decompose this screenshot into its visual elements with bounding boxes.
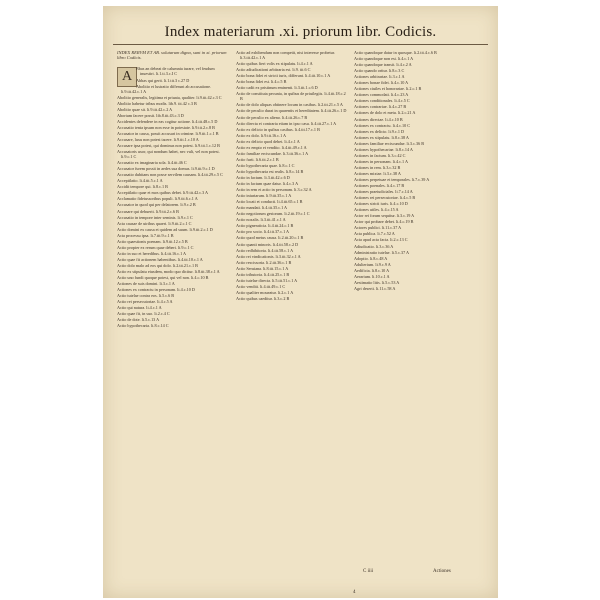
index-entry: Actiones rei persecutoriae. li.4.c.5 B bbox=[354, 195, 416, 201]
index-entry: Actiones directae. li.4.c.10 B bbox=[354, 116, 403, 122]
index-entry: Actio quibus caeditur. li.3.c.2 B bbox=[236, 295, 290, 301]
index-entry: Acceptilatio quae et mos quibus debet. li.9.tit.42.c.3 A bbox=[117, 190, 209, 196]
index-entry: Accusatio tenta ipsum non esse in potestate. li.9.tit.2.c.8 B bbox=[117, 124, 215, 130]
index-entry: Abbas qui gerit. li.1.tit.3 c.27 D bbox=[136, 77, 190, 83]
index-entry: Aerarium. li.10.c.1 A bbox=[354, 273, 390, 279]
index-entry: Actio furti. li.6.tit.2.c.1 B bbox=[236, 156, 279, 162]
index-entry: Administratio tutelae. li.5.c.37 A bbox=[354, 249, 410, 255]
index-entry: Actio in suo et heredibus. li.4.tit.16.c.1 A bbox=[117, 250, 187, 256]
index-entry: Agri deserti. li.11.c.58 A bbox=[354, 285, 396, 291]
index-entry: Abolitio generalis, legitima et priuata, qualiter. li.9.tit.42.c.3 C bbox=[117, 94, 222, 100]
index-entry: Acceptilatio. li.4.tit.5.c.1 A bbox=[117, 178, 163, 184]
index-entry: Actio ex delicto in quibus casibus. li.4.tit.17.c.1 B bbox=[236, 126, 320, 132]
index-entry: Actio cadit ex pristinum eminenti. li.3.tit.1.c.6 D bbox=[236, 85, 318, 91]
index-entry: Actiones conditionales. li.4.c.5 C bbox=[354, 98, 410, 104]
index-entry: Actio ex dolo. li.9.tit.16.c.1 A bbox=[236, 132, 287, 138]
index-entry: Actio adiudicationi arbitraria est. li.9. tit.6 C bbox=[236, 67, 311, 73]
index-entry: Actio locati et conducti. li.4.tit.65.c.1 B bbox=[236, 199, 303, 205]
index-entry: Actiones perpetuae et temporales. li.7.c.39 A bbox=[354, 176, 430, 182]
index-entry: Accusare qui debuerit. li.9.tit.2.c.6 B bbox=[117, 208, 179, 214]
index-entry: Actio propter ex rerum quae deberi. li.9.c.1 C bbox=[117, 244, 194, 250]
drop-cap: A bbox=[117, 67, 137, 87]
index-entry: Actiones familiae erciscundae. li.3.c.36 B bbox=[354, 140, 424, 146]
index-entry: Accusator in quod qui per delatorem. li.9.c.2 B bbox=[117, 202, 196, 208]
index-entry: Accusare, luxu non potest tacere. li.9.tit.1.c.10 A bbox=[117, 136, 199, 142]
index-entry: Actio bona fidei est. li.4.c.5 B bbox=[236, 79, 287, 85]
index-entry: Actiones ciuiles et honorariae. li.2.c.1 B bbox=[354, 86, 422, 92]
index-entry: Actio de peculio durat in quarentis et hereditatem. li.4.tit.26.c.1 D bbox=[236, 108, 347, 114]
index-entry: Actio tributoria. li.4.tit.25.c.1 B bbox=[236, 271, 290, 277]
index-entry: Actio directa et contraria etiam in ipso casu. li.4.tit.27.c.1 A bbox=[236, 120, 337, 126]
index-entry: Actio redhibitoria. li.4.tit.58.c.1 A bbox=[236, 247, 294, 253]
index-entry: Actiones praeiudiciales. li.7.c.14 A bbox=[354, 189, 413, 195]
index-entry: Actiones ex stipulatu. li.8.c.38 A bbox=[354, 134, 409, 140]
index-entry: Actio quod metus causa. li.2.tit.20.c.1 B bbox=[236, 235, 304, 241]
index-entry: Actio dolo malo ad eos qui dolo. li.2.tit.21.c.1 B bbox=[117, 262, 198, 268]
index-entry: Actio mandati. li.4.tit.35.c.1 A bbox=[236, 205, 288, 211]
index-entry: Actio ad exhibendum non competit, nisi interesse probetur. li.3.tit.42.c.1 A bbox=[236, 50, 335, 61]
index-entry: Actio quae fit, in suo. li.2.c.4 C bbox=[117, 311, 170, 317]
index-entry: Actio Seruiana. li.8.tit.15.c.1 A bbox=[236, 265, 289, 271]
index-entry: Actio ex stipulatu eiusdem, modo quo dicitur. li.8.tit.38.c.1 A bbox=[117, 269, 220, 274]
index-entry: Actio noxalis. li.3.tit.41.c.1 A bbox=[236, 217, 286, 223]
index-entry: Actio quandoque datur in quosque. li.2.tit.4.c.6 B bbox=[354, 50, 437, 55]
index-entry: Actiones ex contractu. li.4.c.10 C bbox=[354, 122, 411, 128]
index-entry: Actio in factum. li.3.tit.42.c.6 D bbox=[236, 174, 290, 180]
index-entry: Actiones in personam. li.4.c.1 A bbox=[354, 158, 408, 164]
signature-mark: C iiii bbox=[363, 569, 374, 574]
index-entry: Accusator furem possit in aedes sua domus. li.9.tit.9.c.1 D bbox=[117, 166, 215, 172]
index-entry: Abolitio habetur tribus modis. lib.9. tit.42 c.3 B bbox=[117, 100, 197, 106]
index-entry: Accidit tempore qui. li.8.c.1 B bbox=[117, 184, 168, 190]
index-entry: Adiudicatio. li.3.c.36 A bbox=[354, 243, 394, 249]
index-entry: Actiones poenales. li.4.c.17 B bbox=[354, 183, 405, 189]
index-entry: Acclamatio fideiussoribus populi. li.9.tit.6.c.1 A bbox=[117, 196, 198, 202]
index-column-2 bbox=[236, 50, 348, 302]
index-entry: Actio ex delicto quod debet. li.4.c.1 A bbox=[236, 138, 300, 144]
column-1-entries bbox=[117, 66, 229, 328]
index-entry: Actio negotiorum gestorum. li.2.tit.19.c.1 C bbox=[236, 211, 310, 217]
index-entry: Actiones ex delicto. li.9.c.1 D bbox=[354, 128, 405, 134]
index-intro: INDEX RERVM ET AB. solutarum digna, sunt in xi. priorum libro Codicis. bbox=[117, 50, 227, 61]
index-entry: Accusatio ex imaginaria sola. li.4.tit.46 C bbox=[117, 160, 187, 166]
index-entry: Actiones utiles. li.4.c.15 A bbox=[354, 207, 399, 213]
index-entry: Adulterium. li.9.c.9 A bbox=[354, 261, 391, 267]
index-entry: Actiones contrariae. li.4.c.27 B bbox=[354, 104, 407, 110]
index-entry: Actio hypothecaria est realis. li.8.c.14 B bbox=[236, 168, 304, 174]
index-entry: Actio rei vindicationis. li.3.tit.32.c.1 A bbox=[236, 253, 301, 259]
document-page bbox=[103, 6, 498, 598]
index-entry: Accusatoris uxor, qui nondum habet, nec vult, vel non potest. li.9.c.1 C bbox=[117, 149, 220, 160]
index-entry: Accusatio dubitans non posse servilem causam. li.4.tit.29.c.5 C bbox=[117, 172, 223, 178]
index-entry: Actio quanti minoris. li.4.tit.58.c.2 D bbox=[236, 241, 299, 247]
index-entry: Actiones de suis domini. li.3.c.1 A bbox=[117, 281, 175, 287]
index-entry: Acta apud acta facta. li.2.c.13 C bbox=[354, 237, 408, 243]
index-entry: Actores publici. li.11.c.37 A bbox=[354, 225, 402, 231]
index-entry: Actiones stricti iuris. li.4.c.10 D bbox=[354, 201, 408, 207]
index-entry: Actiones bonae fidei. li.4.c.10 A bbox=[354, 80, 409, 86]
index-entry: Actio iniuriarum. li.9.tit.35.c.1 A bbox=[236, 193, 292, 199]
column-2-entries bbox=[236, 50, 348, 301]
index-entry: Actiones in factum. li.3.c.42 C bbox=[354, 152, 406, 158]
index-entry: Aedificia. li.8.c.10 A bbox=[354, 267, 390, 273]
index-entry: Accusatio in tempore inter seminis. li.9.c.1 C bbox=[117, 214, 193, 220]
index-entry: Aestimatio litis. li.5.c.53 A bbox=[354, 279, 400, 285]
index-entry: Actiones commodati. li.4.c.23 A bbox=[354, 92, 409, 98]
index-entry: Actio quandoque non est. li.4.c.1 A bbox=[354, 56, 414, 62]
page-title: Index materiarum .xi. priorum libr. Codicis. bbox=[164, 24, 437, 40]
index-entry: Actio quaestionis poenam. li.9.tit.12.c.5 B bbox=[117, 238, 188, 244]
index-entry: Acta publica. li.7.c.52 A bbox=[354, 231, 395, 237]
index-entry: Actiones arbitrariae. li.3.c.1 A bbox=[354, 74, 405, 80]
index-entry: Abolitio et lustratio differunt ab accusatione. li.9.tit.42.c.1 A bbox=[121, 83, 212, 94]
index-entry: Abortum facere possit. lib.8.tit.43.c.3 D bbox=[117, 112, 184, 118]
index-entry: Actio quibus fieri volis ex stipulatu. li.4.c.1 A bbox=[236, 61, 313, 67]
index-entry: Actor rei forum sequitur. li.3.c.19 A bbox=[354, 213, 415, 219]
index-entry: Actio ex empto et vendito. li.4.tit.49.c.1 A bbox=[236, 144, 307, 150]
index-entry: Actio bona fidei et stricti iuris, differunt. li.4.tit.10.c.1 A bbox=[236, 73, 331, 79]
index-entry: Adoptio. li.8.c.48 A bbox=[354, 255, 388, 261]
index-entry: Actio quando oritur. li.8.c.3 C bbox=[354, 68, 405, 74]
index-entry: Accusare ipsa potest, qui dominus non potest. li.9.tit.1.c.12 B bbox=[117, 143, 220, 149]
index-entry: Actio uno fundi quoque potest, qui vel non. li.4.c.10 B bbox=[117, 275, 209, 281]
index-entry: Acta processu ipsa. li.7.tit.9.c.1 B bbox=[117, 232, 174, 238]
index-entry: Accusator in causa, possit accusari in crimine. li.9.tit.1.c.1 B bbox=[117, 130, 219, 136]
column-3-entries bbox=[354, 50, 482, 291]
index-entry: Actio in factum quae datur. li.4.c.3 A bbox=[236, 181, 299, 187]
index-entry: Actio familiae erciscundae. li.3.tit.36.c.1 A bbox=[236, 150, 309, 156]
index-entry: Actiones hypothecariae. li.8.c.14 A bbox=[354, 146, 413, 152]
index-entry: Actio de dote. li.5.c.13 A bbox=[117, 317, 160, 323]
index-entry: Actio venditi. li.4.tit.49.c.1 C bbox=[236, 283, 286, 289]
index-column-3 bbox=[354, 50, 482, 292]
index-entry: Accidentes defendere in eas cogitur actione. li.4.tit.48.c.5 D bbox=[117, 118, 218, 124]
index-entry: Actio rei persecutoriae. li.4.c.5 A bbox=[117, 299, 173, 305]
index-entry: Actio hypothecaria quae. li.8.c.1 C bbox=[236, 162, 295, 168]
page-number: 4 bbox=[353, 590, 356, 595]
index-entry: Bbas an debeat de calumnia iurare, vel feudum inuestiri. li.1.ti.3.c.I C bbox=[136, 66, 215, 77]
index-entry: Actio qui natura. li.4.c.1 A bbox=[117, 305, 162, 311]
index-entry: Acta causae de uiribus quaeri. li.9.tit.2.c.1 C bbox=[117, 220, 192, 226]
catchword: Actiones bbox=[433, 569, 451, 574]
index-entry: Actio de peculio ex alieno. li.4.tit.26.c.7 B bbox=[236, 114, 308, 120]
title-rule bbox=[113, 44, 488, 45]
index-column-1 bbox=[117, 50, 229, 329]
index-entry: Actio pro socio. li.4.tit.37.c.1 A bbox=[236, 229, 290, 235]
index-entry: Actio qualiter moueatur. li.2.c.1 A bbox=[236, 289, 294, 295]
index-entry: Actiones mixtae. li.3.c.38 A bbox=[354, 170, 401, 176]
index-entry: Actor qui probare debet. li.4.c.19 B bbox=[354, 219, 414, 225]
index-entry: Actiones de dolo et metu. li.2.c.21 A bbox=[354, 110, 416, 116]
index-entry: Actio pigneraticia. li.4.tit.24.c.1 B bbox=[236, 223, 294, 229]
index-entry: Abolitio quae sit. li.9.tit.42.c.2 A bbox=[117, 106, 173, 112]
index-entry: Actiones ex contractu in personam. li.4.c.10 D bbox=[117, 287, 195, 293]
index-entry: Actio rescissoria. li.2.tit.36.c.1 B bbox=[236, 259, 292, 265]
index-entry: Actio quae fit actionem habentibus. li.4.tit.10.c.1 A bbox=[117, 256, 203, 262]
index-entry: Actio in rem et actio in personam. li.3.c.32 A bbox=[236, 187, 312, 193]
index-entry: Actio hypothecaria. li.8.c.14 C bbox=[117, 323, 169, 329]
index-entry: Actiones in rem. li.3.c.32 B bbox=[354, 164, 401, 170]
index-entry: Actio domini ex causa et quidem ad suum. li.9.tit.2.c.1 D bbox=[117, 226, 213, 232]
index-entry: Actio de dolo aliquas obtinere locum in casibus. li.2.tit.21.c.5 A bbox=[236, 102, 343, 108]
index-entry: Actio tutelae contra eos. li.5.c.6 B bbox=[117, 293, 175, 299]
index-entry: Actio de constituta pecunia, in quibus de priuilegiis. li.4.tit.18.c.2 B bbox=[236, 91, 346, 102]
index-entry: Actio quandoque transit. li.4.c.2 A bbox=[354, 62, 412, 68]
index-entry: Actio tutelae directa. li.5.tit.51.c.1 A bbox=[236, 277, 298, 283]
